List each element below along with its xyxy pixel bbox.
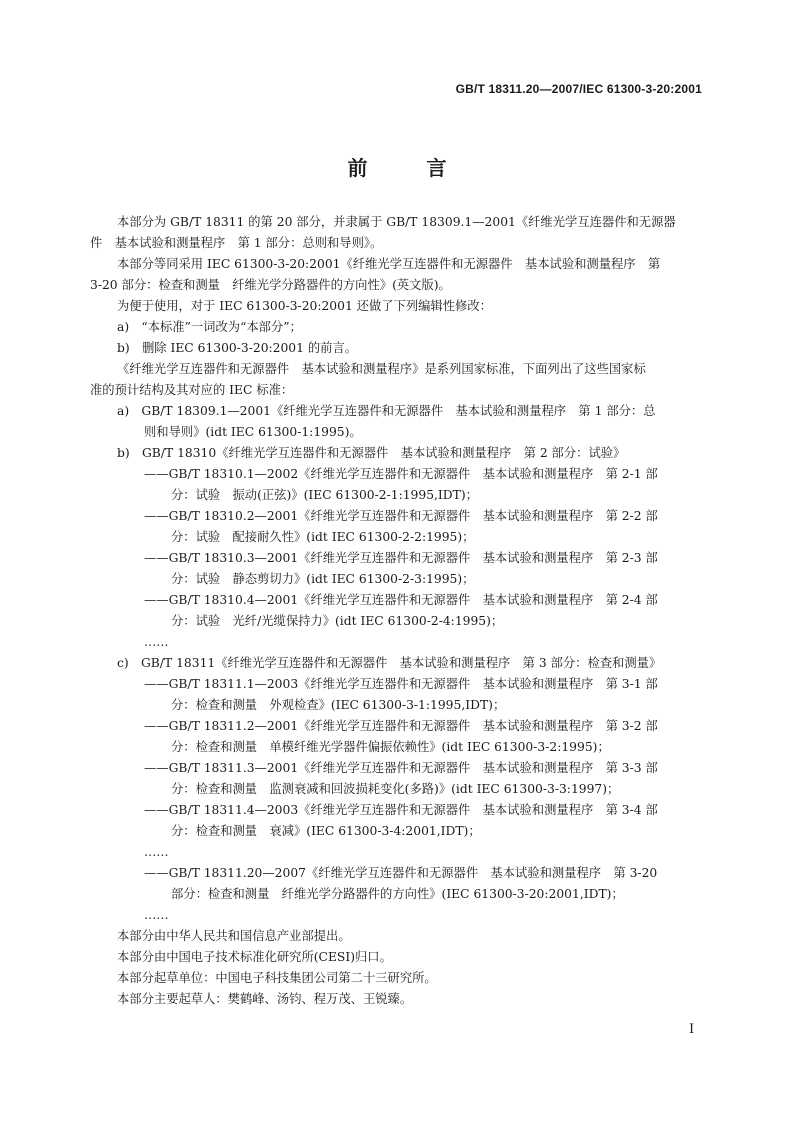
sub-item: ——GB/T 18310.4—2001《纤维光学互连器件和无源器件 基本试验和测量程序 第 2-4 部 — [144, 593, 658, 607]
text-line: 本部分起草单位：中国电子科技集团公司第二十三研究所。 — [117, 971, 437, 985]
text-line: 本部分由中华人民共和国信息产业部提出。 — [117, 929, 351, 943]
ellipsis: …… — [144, 845, 169, 859]
text-line: 分：试验 振动(正弦)》(IEC 61300-2-1:1995,IDT)； — [171, 488, 478, 502]
page-number: I — [689, 1022, 695, 1037]
text-line: 分：检查和测量 外观检查》(IEC 61300-3-1:1995,IDT)； — [171, 698, 506, 712]
list-item-a: a) “本标准”一词改为“本部分”； — [117, 320, 302, 334]
page-title: 前 言 — [347, 156, 473, 180]
text-line: 分：检查和测量 衰减》(IEC 61300-3-4:2001,IDT)； — [171, 824, 481, 838]
sub-item: ——GB/T 18311.1—2003《纤维光学互连器件和无源器件 基本试验和测量程序 第 3-1 部 — [144, 677, 658, 691]
sub-item: ——GB/T 18311.20—2007《纤维光学互连器件和无源器件 基本试验和测量程序 第 3-20 — [144, 866, 658, 880]
text-line: 本部分由中国电子技术标准化研究所(CESI)归口。 — [117, 950, 392, 964]
ellipsis: …… — [144, 635, 169, 649]
text-line: 为便于使用，对于 IEC 61300-3-20:2001 还做了下列编辑性修改： — [117, 299, 492, 313]
sub-item: ——GB/T 18311.2—2001《纤维光学互连器件和无源器件 基本试验和测量程序 第 3-2 部 — [144, 719, 658, 733]
text-line: 3-20 部分：检查和测量 纤维光学分路器件的方向性》(英文版)。 — [90, 278, 451, 292]
series-item-b: b) GB/T 18310《纤维光学互连器件和无源器件 基本试验和测量程序 第 2 部分：试验》 — [117, 446, 626, 460]
text-line: 分：试验 光纤/光缆保持力》(idt IEC 61300-2-4:1995)； — [171, 614, 504, 628]
text-line: 分：试验 静态剪切力》(idt IEC 61300-2-3:1995)； — [171, 572, 475, 586]
sub-item: ——GB/T 18311.4—2003《纤维光学互连器件和无源器件 基本试验和测量程序 第 3-4 部 — [144, 803, 658, 817]
sub-item: ——GB/T 18310.3—2001《纤维光学互连器件和无源器件 基本试验和测量程序 第 2-3 部 — [144, 551, 658, 565]
text-line: 部分：检查和测量 纤维光学分路器件的方向性》(IEC 61300-3-20:2001,IDT)； — [171, 887, 624, 901]
sub-item: ——GB/T 18311.3—2001《纤维光学互连器件和无源器件 基本试验和测量程序 第 3-3 部 — [144, 761, 658, 775]
text-line: 本部分为 GB/T 18311 的第 20 部分，并隶属于 GB/T 18309.1—2001《纤维光学互连器件和无源器 — [117, 215, 676, 229]
sub-item: ——GB/T 18310.1—2002《纤维光学互连器件和无源器件 基本试验和测量程序 第 2-1 部 — [144, 467, 658, 481]
text-line: 分：检查和测量 单模纤维光学器件偏振依赖性》(idt IEC 61300-3-2:1995)； — [171, 740, 610, 754]
sub-item: ——GB/T 18310.2—2001《纤维光学互连器件和无源器件 基本试验和测量程序 第 2-2 部 — [144, 509, 658, 523]
ellipsis: …… — [144, 908, 169, 922]
series-item-c: c) GB/T 18311《纤维光学互连器件和无源器件 基本试验和测量程序 第 3 部分：检查和测量》 — [117, 656, 662, 670]
standard-code-header: GB/T 18311.20—2007/IEC 61300-3-20:2001 — [455, 82, 702, 96]
text-line: 分：试验 配接耐久性》(idt IEC 61300-2-2:1995)； — [171, 530, 475, 544]
series-item-a: a) GB/T 18309.1—2001《纤维光学互连器件和无源器件 基本试验和测量程序 第 1 部分：总 — [117, 404, 656, 418]
text-line: 本部分等同采用 IEC 61300-3-20:2001《纤维光学互连器件和无源器件 基本试验和测量程序 第 — [117, 257, 661, 271]
text-line: 分：检查和测量 监测衰减和回波损耗变化(多路)》(idt IEC 61300-3-3:1997)； — [171, 782, 620, 796]
text-line: 则和导则》(idt IEC 61300-1:1995)。 — [144, 425, 362, 439]
text-line: 准的预计结构及其对应的 IEC 标准： — [90, 383, 294, 397]
text-line: 本部分主要起草人：樊鹤峰、汤钧、程万茂、王锐臻。 — [117, 992, 413, 1006]
list-item-b: b) 删除 IEC 61300-3-20:2001 的前言。 — [117, 341, 358, 355]
text-line: 《纤维光学互连器件和无源器件 基本试验和测量程序》是系列国家标准，下面列出了这些国家标 — [117, 362, 646, 376]
text-line: 件 基本试验和测量程序 第 1 部分：总则和导则》。 — [90, 236, 383, 250]
